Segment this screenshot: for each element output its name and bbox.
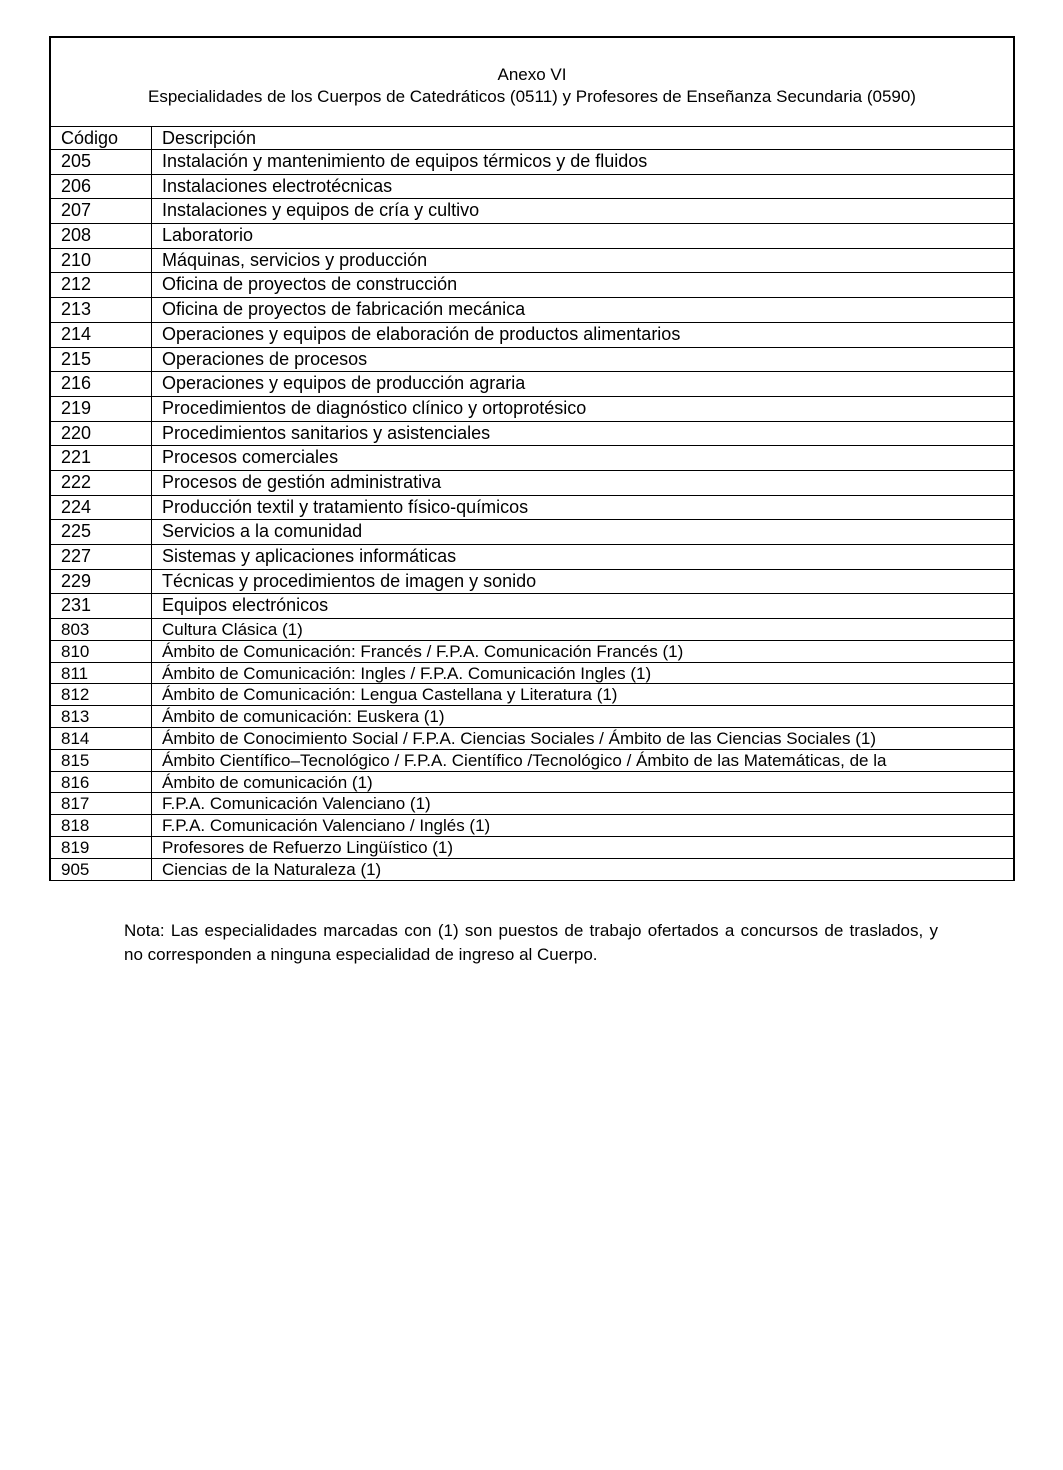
row-code: 803 (51, 619, 152, 640)
row-code: 220 (51, 422, 152, 446)
table-row (51, 471, 1013, 496)
table-row (51, 859, 1013, 881)
row-code: 213 (51, 298, 152, 322)
row-description: Profesores de Refuerzo Lingüístico (1) (162, 838, 454, 858)
row-description: Procedimientos de diagnóstico clínico y ortoprotésico (162, 397, 587, 418)
row-description: Técnicas y procedimientos de imagen y sonido (162, 570, 537, 591)
row-code: 210 (51, 249, 152, 273)
table-row (51, 249, 1013, 274)
row-code: 814 (51, 728, 152, 749)
row-description: Procesos comerciales (162, 447, 339, 468)
row-description: Servicios a la comunidad (162, 521, 363, 542)
table-row (51, 372, 1013, 397)
row-code: 208 (51, 224, 152, 248)
table-row (51, 728, 1013, 750)
footnote: Nota: Las especialidades marcadas con (1) son puestos de trabajo ofertados a concursos de traslados, y no corresponden a ninguna especialidad de ingreso al Cuerpo. (124, 921, 938, 964)
table-row (51, 684, 1013, 706)
table-header-row (51, 127, 1013, 150)
table-row (51, 772, 1013, 794)
table-row (51, 273, 1013, 298)
row-code: 212 (51, 273, 152, 297)
table-row (51, 199, 1013, 224)
annex-title: Anexo VI (497, 65, 567, 84)
table-row (51, 496, 1013, 521)
table-row (51, 793, 1013, 815)
table-row (51, 422, 1013, 447)
row-code: 221 (51, 446, 152, 470)
row-code: 817 (51, 793, 152, 814)
header-description: Descripción (162, 128, 257, 148)
table-body (51, 150, 1013, 881)
specialties-table (49, 36, 1015, 881)
row-description: Instalaciones electrotécnicas (162, 175, 393, 196)
row-description: Operaciones de procesos (162, 348, 368, 369)
row-description: F.P.A. Comunicación Valenciano (1) (162, 794, 431, 814)
table-row (51, 397, 1013, 422)
row-description: Ámbito de Conocimiento Social / F.P.A. Ciencias Sociales / Ámbito de las Ciencias Sociales (1) (162, 729, 877, 749)
row-description: Sistemas y aplicaciones informáticas (162, 546, 457, 566)
header-code: Código (51, 127, 152, 149)
row-code: 207 (51, 199, 152, 223)
table-row (51, 323, 1013, 348)
row-description: Ámbito de Comunicación: Francés / F.P.A. Comunicación Francés (1) (162, 641, 684, 661)
row-code: 818 (51, 815, 152, 836)
table-title-block (51, 38, 1013, 127)
row-code: 819 (51, 837, 152, 858)
row-code: 227 (51, 545, 152, 569)
row-description: Oficina de proyectos de fabricación mecánica (162, 299, 526, 320)
row-description: Ámbito de comunicación (1) (162, 772, 373, 792)
row-code: 812 (51, 684, 152, 705)
row-description: Máquinas, servicios y producción (162, 249, 428, 270)
row-description: Instalaciones y equipos de cría y cultivo (162, 200, 480, 221)
row-description: Procedimientos sanitarios y asistenciales (162, 422, 491, 443)
row-description: Operaciones y equipos de producción agraria (162, 373, 526, 394)
row-code: 225 (51, 520, 152, 544)
row-code: 219 (51, 397, 152, 421)
row-code: 810 (51, 641, 152, 662)
table-row (51, 663, 1013, 685)
table-row (51, 619, 1013, 641)
row-code: 811 (51, 663, 152, 684)
row-description: Operaciones y equipos de elaboración de productos alimentarios (162, 323, 681, 344)
table-row (51, 570, 1013, 595)
row-description: Cultura Clásica (1) (162, 620, 303, 640)
table-row (51, 298, 1013, 323)
row-description: Ámbito de Comunicación: Ingles / F.P.A. Comunicación Ingles (1) (162, 663, 652, 683)
row-code: 206 (51, 175, 152, 199)
row-description: Ámbito Científico–Tecnológico / F.P.A. Científico /Tecnológico / Ámbito de las Matemáticas, de la (162, 750, 887, 770)
table-row (51, 224, 1013, 249)
row-code: 813 (51, 706, 152, 727)
row-code: 216 (51, 372, 152, 396)
table-row (51, 750, 1013, 772)
row-description: Ámbito de comunicación: Euskera (1) (162, 707, 445, 727)
row-description: Producción textil y tratamiento físico-químicos (162, 496, 529, 517)
table-row (51, 837, 1013, 859)
table-row (51, 641, 1013, 663)
row-code: 224 (51, 496, 152, 520)
table-row (51, 815, 1013, 837)
row-code: 816 (51, 772, 152, 793)
table-row (51, 545, 1013, 570)
row-description: Ciencias de la Naturaleza (1) (162, 859, 382, 879)
row-description: Oficina de proyectos de construcción (162, 274, 458, 295)
table-row (51, 348, 1013, 373)
row-code: 905 (51, 859, 152, 880)
row-code: 215 (51, 348, 152, 372)
row-code: 231 (51, 594, 152, 618)
row-description: Procesos de gestión administrativa (162, 471, 442, 492)
row-description: F.P.A. Comunicación Valenciano / Inglés (1) (162, 816, 491, 836)
row-description: Laboratorio (162, 225, 254, 246)
row-code: 815 (51, 750, 152, 771)
row-code: 229 (51, 570, 152, 594)
table-row (51, 150, 1013, 175)
table-row (51, 175, 1013, 200)
row-code: 214 (51, 323, 152, 347)
row-description: Ámbito de Comunicación: Lengua Castellana y Literatura (1) (162, 685, 618, 705)
table-row (51, 520, 1013, 545)
table-row (51, 706, 1013, 728)
row-code: 222 (51, 471, 152, 495)
annex-subtitle: Especialidades de los Cuerpos de Catedráticos (0511) y Profesores de Enseñanza Secundaria (0590) (148, 87, 916, 106)
row-code: 205 (51, 150, 152, 174)
table-row (51, 594, 1013, 619)
row-description: Equipos electrónicos (162, 595, 329, 616)
table-row (51, 446, 1013, 471)
row-description: Instalación y mantenimiento de equipos térmicos y de fluidos (162, 151, 648, 171)
